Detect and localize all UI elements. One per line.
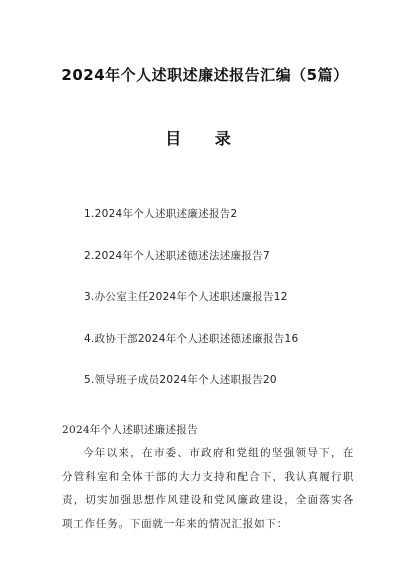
document-title: 2024年个人述职述廉述报告汇编（5篇） (61, 66, 349, 84)
section-title: 2024年个人述职述廉述报告 (62, 424, 198, 436)
toc-heading: 目 录 (165, 129, 245, 148)
toc-item-1[interactable]: 1.2024年个人述职述廉述报告2 (84, 208, 238, 220)
toc-item-5[interactable]: 5.领导班子成员2024年个人述职报告20 (84, 374, 277, 386)
toc-item-3[interactable]: 3.办公室主任2024年个人述职述廉报告12 (84, 291, 288, 303)
body-paragraph: 今年以来，在市委、市政府和党组的坚强领导下，在分管科室和全体干部的大力支持和配合下，我认真履行职责，切实加强思想作风建设和党风廉政建设，全面落实各项工作任务。下面就一年来的情况汇报如下： (62, 447, 354, 530)
toc-item-4[interactable]: 4.政协干部2024年个人述职述德述廉报告16 (84, 332, 299, 345)
toc-item-2[interactable]: 2.2024年个人述职述德述法述廉报告7 (84, 249, 270, 262)
table-of-contents (84, 206, 384, 414)
